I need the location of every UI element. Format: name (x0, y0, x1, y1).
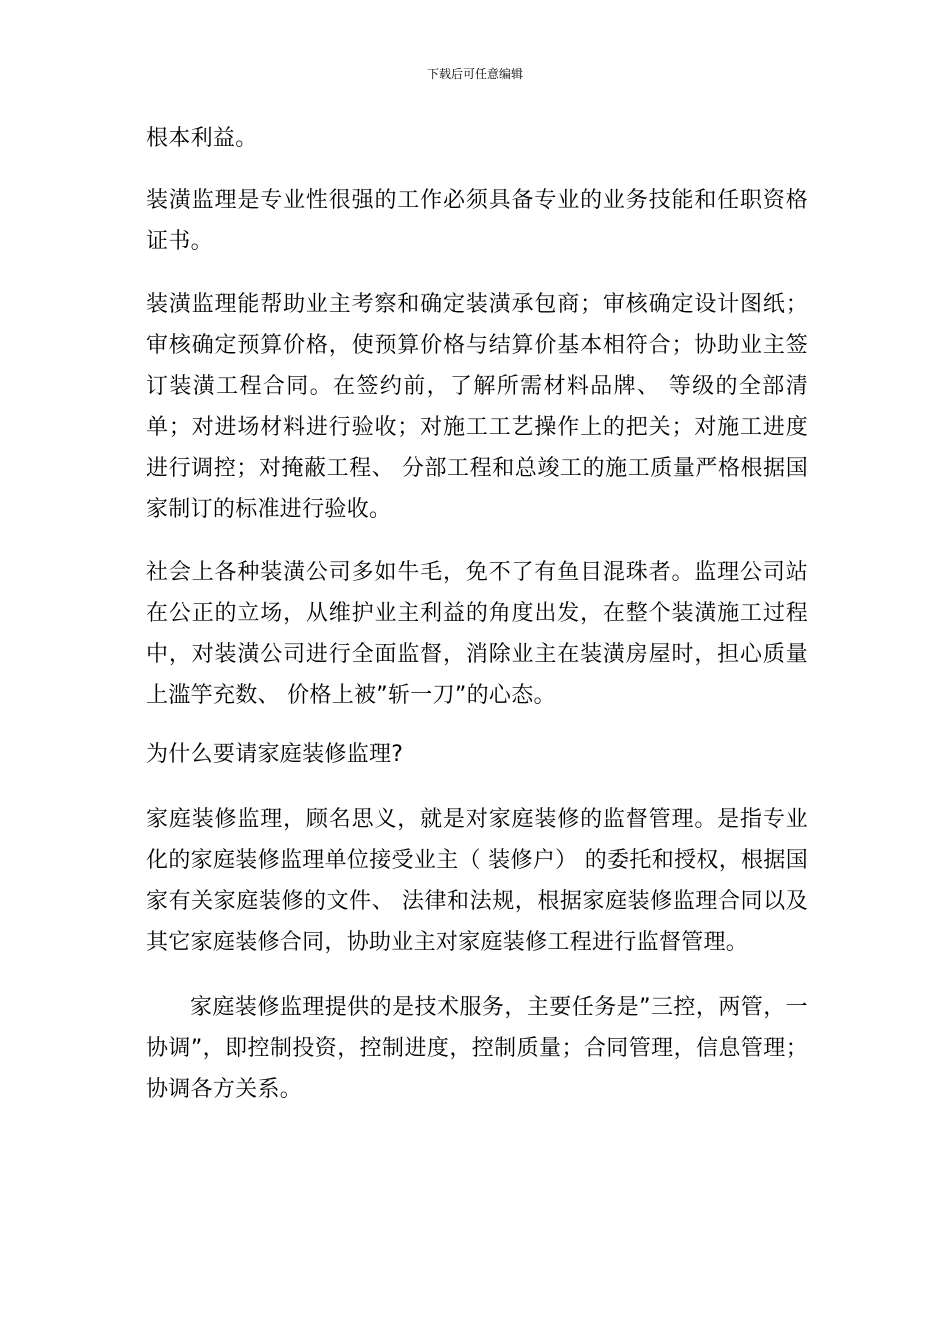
paragraph-fundamental-interest: 根本利益。 (146, 126, 258, 151)
paragraph-supervision-qualification: 装潢监理是专业性很强的工作必须具备专业的业务技能和任职资格证书。 (146, 188, 808, 254)
paragraph-supervision-definition: 家庭装修监理，顾名思义，就是对家庭装修的监督管理。是指专业化的家庭装修监理单位接受业主（ 装修户） 的委托和授权，根据国家有关家庭装修的文件、 法律和法规，根据家庭装修监理合同以及其它家庭装修合同，协助业主对家庭装修工程进行监督管理。 (146, 807, 808, 955)
paragraph-supervision-duties: 装潢监理能帮助业主考察和确定装潢承包商；审核确定设计图纸；审核确定预算价格，使预算价格与结算价基本相符合；协助业主签订装潢工程合同。在签约前，了解所需材料品牌、 等级的全部清单；对进场材料进行验收；对施工工艺操作上的把关；对施工进度进行调控；对掩蔽工程、 分部工程和总竣工的施工质量严格根据国家制订的标准进行验收。 (146, 292, 808, 522)
paragraph-supervision-tasks: 家庭装修监理提供的是技术服务，主要任务是”三控，两管，一协调”，即控制投资，控制进度，控制质量；合同管理，信息管理；协调各方关系。 (146, 995, 808, 1102)
document-body (146, 118, 808, 1110)
section-heading-why-supervision: 为什么要请家庭装修监理? (146, 742, 404, 767)
page-header: 下载后可任意编辑 (426, 67, 523, 81)
paragraph-market-situation: 社会上各种装潢公司多如牛毛，免不了有鱼目混珠者。监理公司站在公正的立场，从维护业主利益的角度出发，在整个装潢施工过程中，对装潢公司进行全面监督，消除业主在装潢房屋时，担心质量上滥竽充数、 价格上被”斩一刀”的心态。 (146, 560, 808, 708)
